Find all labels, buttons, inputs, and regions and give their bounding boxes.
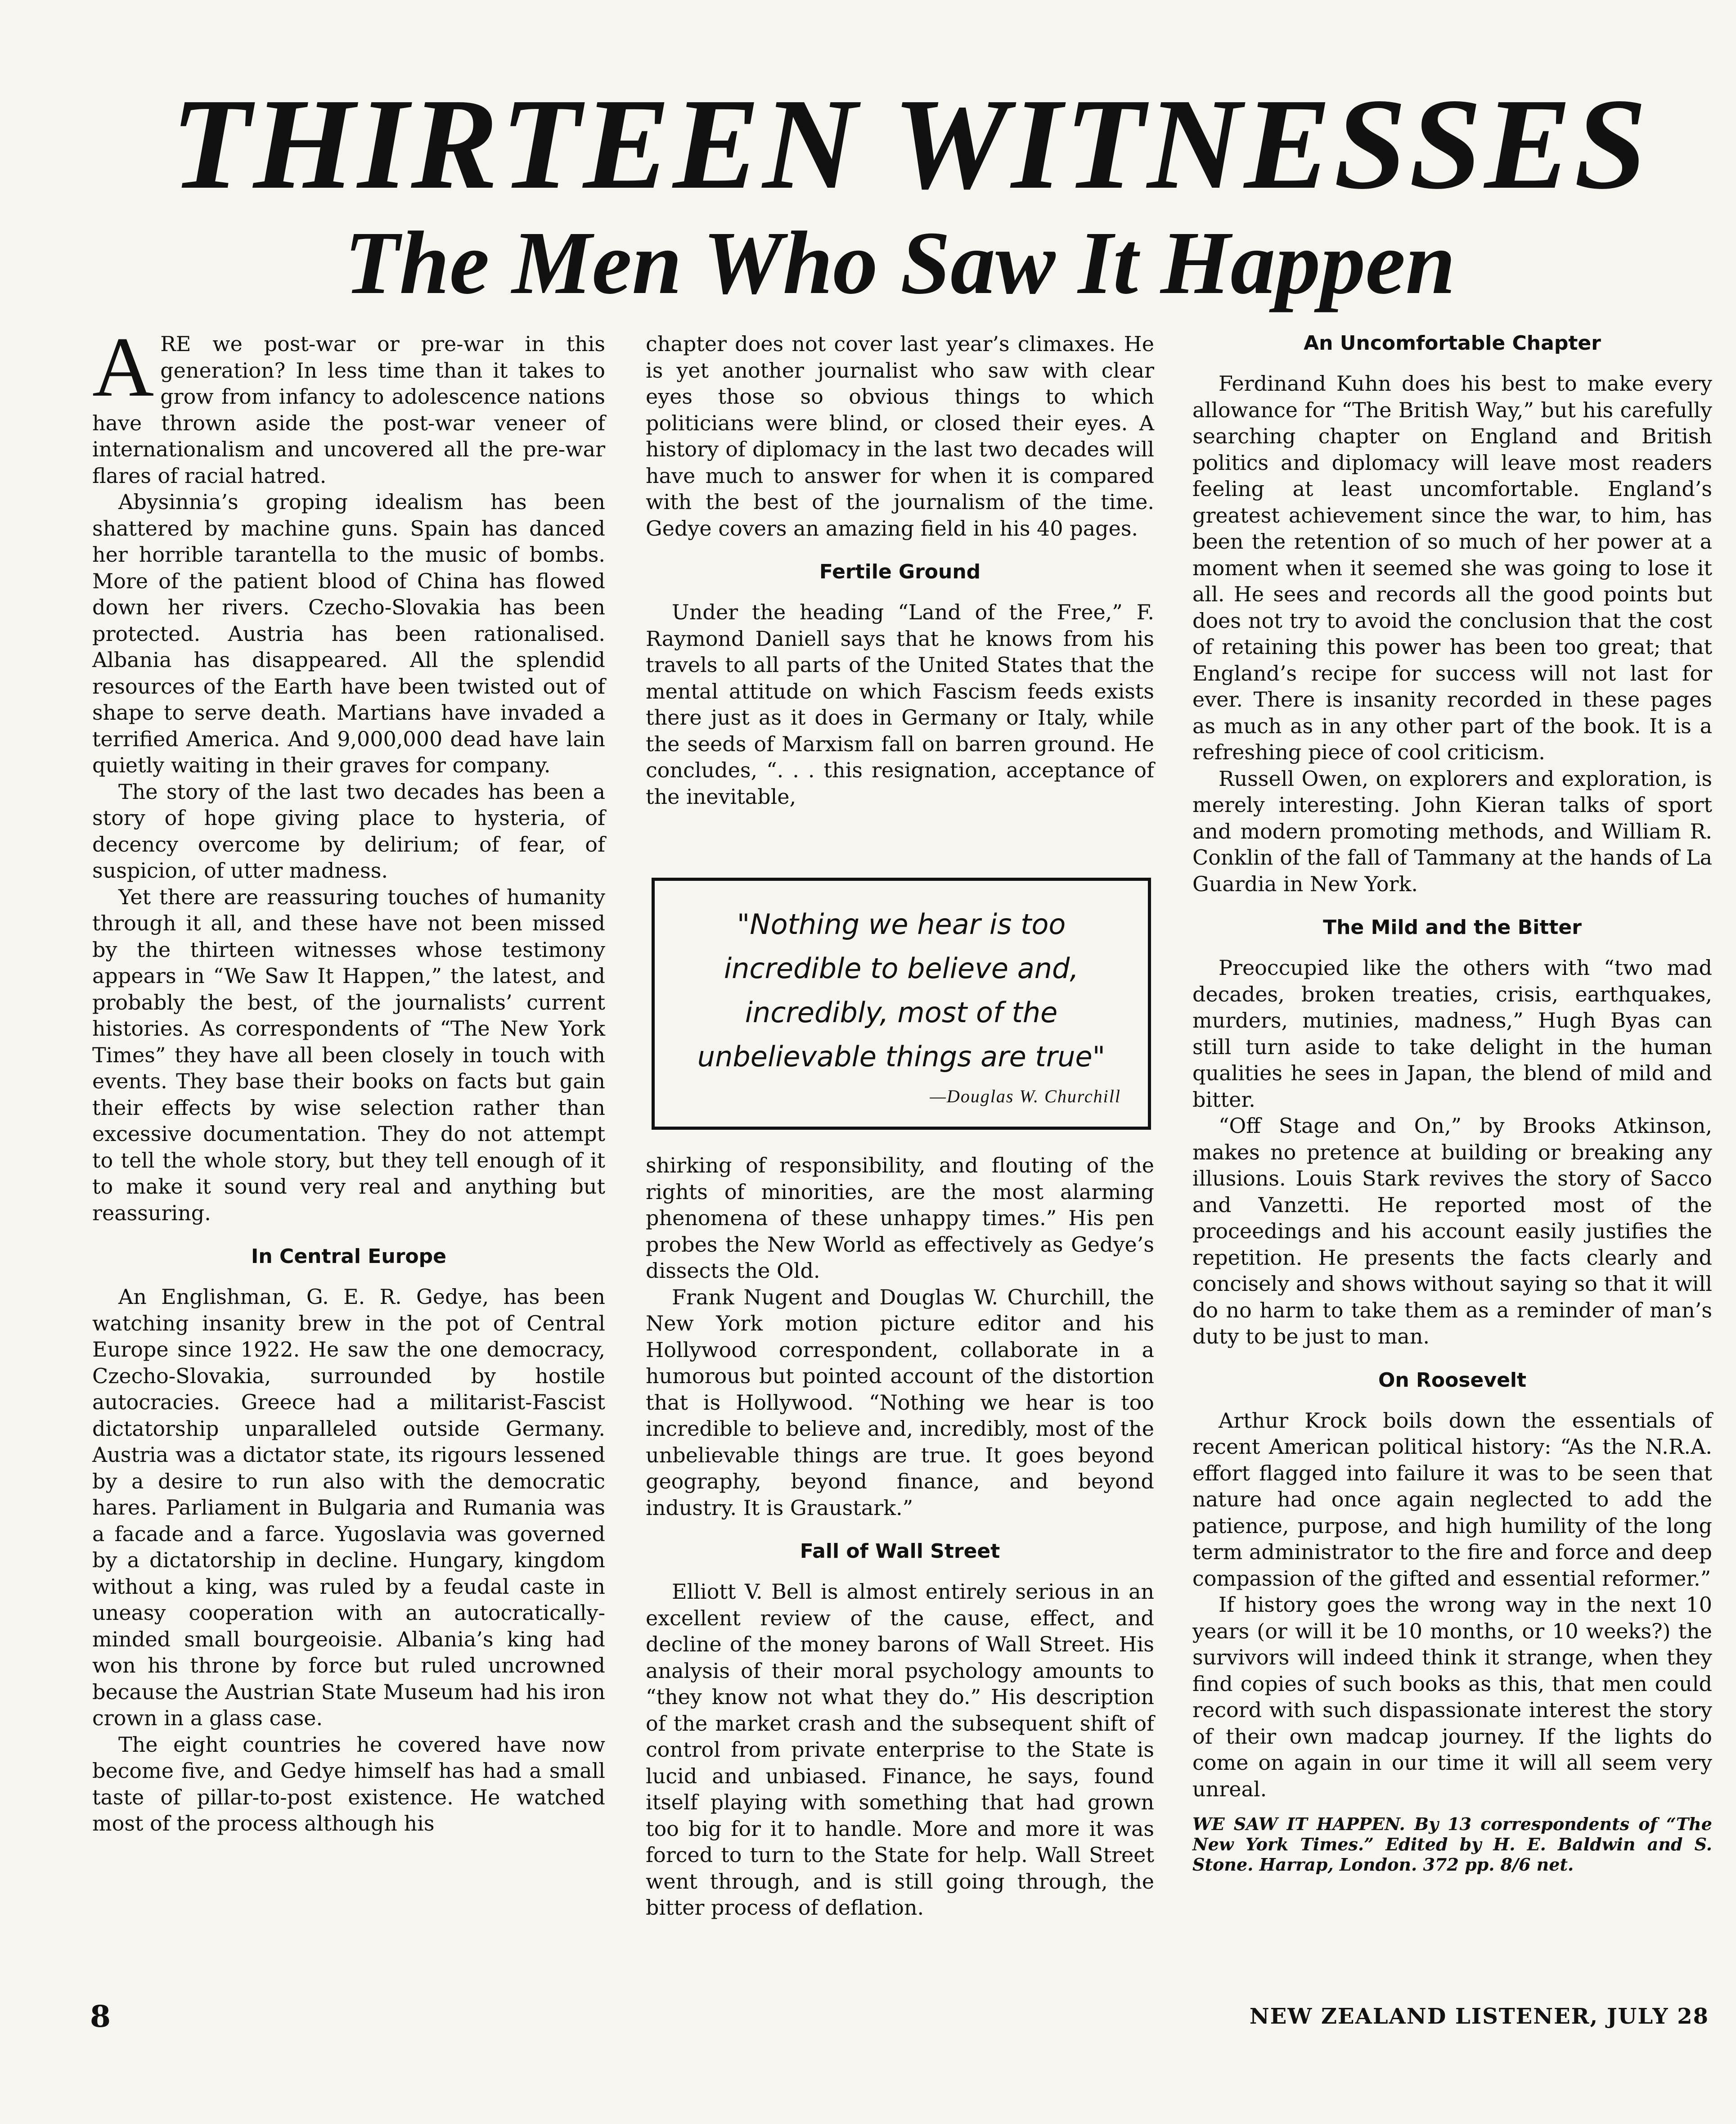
body-paragraph: An Englishman, G. E. R. Gedye, has been watching insanity brew in the pot of Central Europe since 1922. He saw the one democracy, Czecho-Slovakia, surrounded by hostile autocracies. Greece had a militarist-Fascist dictatorship unparalleled outside Germany. Austria was a dictator state, its rigours lessened by a desire to run also with the democratic hares. Parliament in Bulgaria and Rumania was a facade and a farce. Yugoslavia was governed by a dictatorship in decline. Hungary, kingdom without a king, was ruled by a feudal caste in uneasy cooperation with an autocratically-minded small bourgeoisie. Albania’s king had won his throne by force but ruled uncrowned because the Austrian State Museum had his iron crown in a glass case. [92, 1285, 605, 1730]
publication-footer: NEW ZEALAND LISTENER, JULY 28 [1249, 2004, 1709, 2029]
column-2 [646, 331, 1154, 810]
body-paragraph: Arthur Krock boils down the essentials of recent American political history: “As the N.R.A. effort flagged into failure it was to be seen that nature had once again neglected to add the patience, purpose, and high humility of the long term administrator to the fire and force and deep compassion of the gifted and essential reformer.” [1192, 1408, 1712, 1591]
body-paragraph: Abysinnia’s groping idealism has been shattered by machine guns. Spain has danced her horrible tarantella to the music of bombs. More of the patient blood of China has flowed down her rivers. Czecho-Slovakia has been protected. Austria has been rationalised. Albania has disappeared. All the splendid resources of the Earth have been twisted out of shape to serve death. Martians have invaded a terrified America. And 9,000,000 dead have lain quietly waiting in their graves for company. [92, 490, 605, 777]
body-paragraph: Under the heading “Land of the Free,” F. Raymond Daniell says that he knows from his travels to all parts of the United States that the mental attitude on which Fascism feeds exists there just as it does in Germany or Italy, while the seeds of Marxism fall on barren ground. He concludes, “. . . this resignation, acceptance of the inevitable, [646, 600, 1154, 809]
body-paragraph: Preoccupied like the others with “two mad decades, broken treaties, crisis, earthquakes, murders, mutinies, madness,” Hugh Byas can still turn aside to take delight in the human qualities he sees in Japan, the blend of mild and bitter. [1192, 956, 1712, 1112]
section-heading-central-europe: In Central Europe [251, 1245, 446, 1268]
book-credit: WE SAW IT HAPPEN. By 13 correspondents of “The New York Times.” Edited by H. E. Baldwin and S. Stone. Harrap, London. 372 pp. 8/6 net. [1192, 1814, 1712, 1875]
column-2-lower [646, 1152, 1154, 1921]
drop-cap: A [92, 320, 154, 415]
section-heading-wall-street: Fall of Wall Street [800, 1540, 1000, 1563]
body-paragraph: Yet there are reassuring touches of humanity through it all, and these have not been missed by the thirteen witnesses whose testimony appears in “We Saw It Happen,” the latest, and probably the best, of the journalists’ current histories. As correspondents of “The New York Times” they have all been closely in touch with events. They base their books on facts but gain their effects by wise selection rather than excessive documentation. They do not attempt to tell the whole story, but they tell enough of it to make it sound very real and anything but reassuring. [92, 884, 605, 1225]
body-paragraph: “Off Stage and On,” by Brooks Atkinson, makes no pretence at building or breaking any illusions. Louis Stark revives the story of Sacco and Vanzetti. He reported most of the proceedings and his account easily justifies the repetition. He presents the facts clearly and concisely and shows without saying so that it will do no harm to take them as a reminder of man’s duty to be just to man. [1192, 1114, 1712, 1348]
lead-text: RE we post-war or pre-war in this generation? In less time than it takes to grow from infancy to adolescence nations have thrown aside the post-war veneer of internationalism and uncovered all the pre-war flares of racial hatred. [92, 332, 605, 488]
body-paragraph: shirking of responsibility, and flouting of the rights of minorities, are the most alarming phenomena of these unhappy times.” His pen probes the New World as effectively as Gedye’s dissects the Old. [646, 1153, 1154, 1283]
pull-quote-box [652, 878, 1151, 1130]
lead-paragraph [92, 320, 605, 489]
section-heading-fertile-ground: Fertile Ground [819, 560, 981, 583]
column-1 [92, 320, 605, 1837]
body-paragraph: Frank Nugent and Douglas W. Churchill, the New York motion picture editor and his Hollywood correspondent, collaborate in a humorous but pointed account of the distortion that is Hollywood. “Nothing we hear is too incredible to believe and, incredibly, most of the unbelievable things are true. It goes beyond geography, beyond finance, and beyond industry. It is Graustark.” [646, 1285, 1154, 1520]
pull-quote-attribution: —Douglas W. Churchill [930, 1086, 1121, 1106]
body-paragraph: Russell Owen, on explorers and exploration, is merely interesting. John Kieran talks of sport and modern promoting methods, and William R. Conklin of the fall of Tammany at the hands of La Guardia in New York. [1192, 766, 1712, 896]
body-paragraph: If history goes the wrong way in the next 10 years (or will it be 10 months, or 10 weeks?) the survivors will indeed think it strange, when they find copies of such books as this, that men could record with such dispassionate interest the story of their own madcap journey. If the lights do come on again in our time it will all seem very unreal. [1192, 1592, 1712, 1801]
section-heading-roosevelt: On Roosevelt [1378, 1368, 1527, 1392]
body-paragraph: The story of the last two decades has been a story of hope giving place to hysteria, of decency overcome by delirium; of fear, of suspicion, of utter madness. [92, 779, 605, 883]
body-paragraph: The eight countries he covered have now become five, and Gedye himself has had a small taste of pillar-to-post existence. He watched most of the process although his [92, 1732, 605, 1835]
section-heading-uncomfortable-chapter: An Uncomfortable Chapter [1304, 332, 1601, 355]
body-paragraph: Ferdinand Kuhn does his best to make every allowance for “The British Way,” but his carefully searching chapter on England and British politics and diplomacy will leave most readers feeling at least uncomfortable. England’s greatest achievement since the war, to him, has been the retention of so much of her power at a moment when it seemed she was going to lose it all. He sees and records all the good points but does not try to avoid the conclusion that the cost of retaining this power has been too great; that England’s recipe for success will not last for ever. There is insanity recorded in these pages as much as in any other part of the book. It is a refreshing piece of cool criticism. [1192, 371, 1712, 764]
section-heading-mild-bitter: The Mild and the Bitter [1323, 916, 1582, 939]
body-paragraph: Elliott V. Bell is almost entirely serious in an excellent review of the cause, effect, and decline of the money barons of Wall Street. His analysis of their moral psychology amounts to “they know not what they do.” His description of the market crash and the subsequent shift of control from private enterprise to the State is lucid and unbiased. Finance, he says, found itself playing with something that had grown too big for it to handle. More and more it was forced to turn to the State for help. Wall Street went through, and is still going through, the bitter process of deflation. [646, 1579, 1154, 1920]
headline: THIRTEEN WITNESSES [171, 72, 1650, 216]
pull-quote-text: "Nothing we hear is too incredible to believe and, incredibly, most of the unbelievable things are true" [697, 908, 1106, 1073]
column-3 [1192, 331, 1712, 1875]
page-number: 8 [90, 1999, 111, 2034]
body-paragraph: chapter does not cover last year’s climaxes. He is yet another journalist who saw with clear eyes those so obvious things to which politicians were blind, or closed their eyes. A history of diplomacy in the last two decades will have much to answer for when it is compared with the best of the journalism of the time. Gedye covers an amazing field in his 40 pages. [646, 332, 1154, 541]
subheadline: The Men Who Saw It Happen [344, 213, 1456, 313]
